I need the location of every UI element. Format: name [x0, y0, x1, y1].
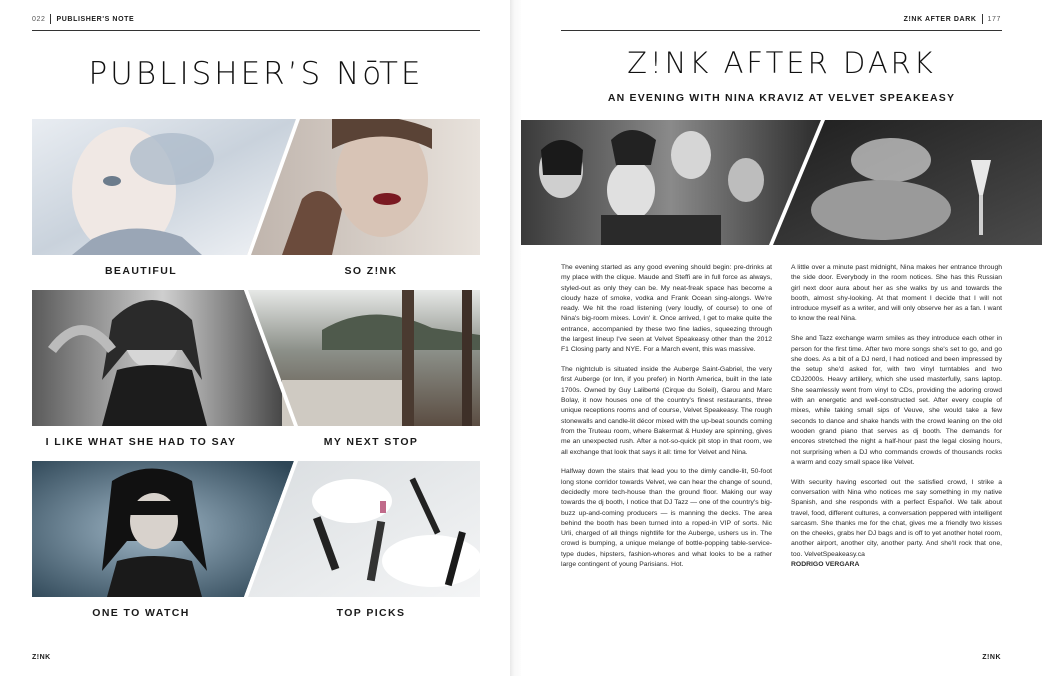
col2-paragraph-3: With security having escorted out the satisfied crowd, I strike a conversation with Nina who notices me say something in my native Spanish, and she responds with a perfect Español. We talk about travel, food, different cultures, a conversation peppered with intelligent sarcasm. She thanks me for the chat, gives me a friendly two kisses on the cheeks, grabs her DJ bags and is off to yet another hotel room, another airport, another city, another party. And she'll rock that one, too. VelvetSpeakeasy.ca	[791, 478, 1002, 558]
photo-row-1	[32, 119, 480, 255]
spread-gutter	[510, 0, 521, 676]
caption-top-picks: TOP PICKS	[336, 607, 406, 619]
col1-paragraph-1: The evening started as any good evening should begin: pre-drinks at my place with the clique. Maude and Steffi are in full force as always, styled-out as only they can be. My neat-freak space has become a cloudy haze of smoke, vodka and Frank Ocean sing-alongs. We're ready. We hit the road listening (very loudly, of course) to one of Nina's big-room mixes. Lovin' it. Once arrived, I get to make quite the entrance, accompanied by these two fine ladies, squeezing through the largest lineup I've seen at Velvet Speakeasy other than the 2012 F1 Closing party and NYE. For a March event, this was massive.	[561, 264, 772, 354]
right-page	[521, 0, 1042, 676]
col2-paragraph-2: She and Tazz exchange warm smiles as they introduce each other in person for the first time. After two more songs she's set to go, and go she does. As a bit of a DJ nerd, I had noticed and been impressed by the setup she'd asked for, with two vinyl turntables and two CDJ2000s. Heavy artillery, which she used masterfully, sans laptop. She seamlessly went from vinyl to CDs, providing the adoring crowd with an energetic and well-constructed set. After every couple of mixes, while taking small sips of Veuve, she would take a few seconds to dance and shake hands with the crowd leaning on the old wooden grand piano that serves as dj booth. The demands for encores stretched the night a half-hour past the legal closing hours, not surprising when a DJ who commands crowds of thousands rocks a warm and cozy small space like Velvet.	[791, 335, 1002, 466]
article-column-2	[791, 263, 1002, 570]
left-page-number: 022	[32, 15, 46, 23]
caption-beautiful: BEAUTIFUL	[104, 265, 178, 277]
left-running-header	[32, 14, 134, 24]
article-hero-photo	[521, 120, 1042, 245]
col1-paragraph-2: The nightclub is situated inside the Auberge Saint-Gabriel, the very first Auberge (or Inn, if you prefer) in North America, built in the late 1700s. Owned by Guy Laliberté (Cirque du Soleil), Garou and Marc Bolay, it now houses one of the country's finest restaurants, three unique receptions rooms and of course, Velvet Speakeasy. The rough stonewalls and candle-lit décor mixed with the up-beat sounds coming from the Truteau room, where Bakermat & Huxley are spinning, gives me an unexpected rush. After a not-so-quick pit stop in that room, we all exchange that look that says it all: time for Velvet and Nina.	[561, 366, 772, 456]
article-subtitle: AN EVENING WITH NINA KRAVIZ AT VELVET SPEAKEASY	[607, 92, 956, 104]
right-header-rule	[561, 30, 1002, 31]
caption-i-like-what-she-had-to-say: I LIKE WHAT SHE HAD TO SAY	[45, 436, 237, 448]
author-signature: RODRIGO VERGARA	[791, 561, 860, 569]
publishers-note-title: PUBLISHER’S NōTE	[88, 56, 424, 92]
left-page	[0, 0, 510, 676]
article-column-1	[561, 263, 772, 580]
right-running-header	[904, 14, 1001, 24]
left-header-rule	[32, 30, 480, 31]
caption-my-next-stop: MY NEXT STOP	[323, 436, 419, 448]
right-footer-logo: Z!NK	[982, 654, 1001, 661]
caption-one-to-watch: ONE TO WATCH	[92, 607, 190, 619]
col1-paragraph-3: Halfway down the stairs that lead you to the dimly candle-lit, 50-foot long stone corridor towards Velvet, we can hear the change of sound, decidedly more tech-house than the ground floor. Making our way towards the dj booth, I notice that DJ Tazz — one of the country's big-buzz up-and-coming producers — is manning the decks. The area behind the booth has been turned into a roped-in VIP of sorts. Nic Urli, charged of all things nightlife for the Auberge, ushers us in. The crowd is bumping, a unique melange of bottle-popping table-service-type dudes, hipsters, fashion-whores and what looks to be a rather large contingent of young Parisians. Hot.	[561, 468, 772, 569]
left-section-label: PUBLISHER'S NOTE	[56, 15, 135, 23]
photo-row-3	[32, 461, 480, 597]
right-section-label: Z!NK AFTER DARK	[903, 15, 977, 23]
caption-so-zink: SO Z!NK	[344, 265, 398, 277]
right-page-number: 177	[987, 15, 1001, 23]
article-title: Z!NK AFTER DARK	[627, 46, 936, 80]
left-footer-logo: Z!NK	[32, 654, 51, 661]
col2-paragraph-1: A little over a minute past midnight, Nina makes her entrance through the side door. Everybody in the room notices. She has this Russian girl next door aura about her as she walks by us and towards the booth, almost shy-looking. At that moment I decide that I will not introduce myself as a writer, and will only observe her as a fan. I want to know the real Nina.	[791, 264, 1002, 323]
photo-row-2	[32, 290, 480, 426]
